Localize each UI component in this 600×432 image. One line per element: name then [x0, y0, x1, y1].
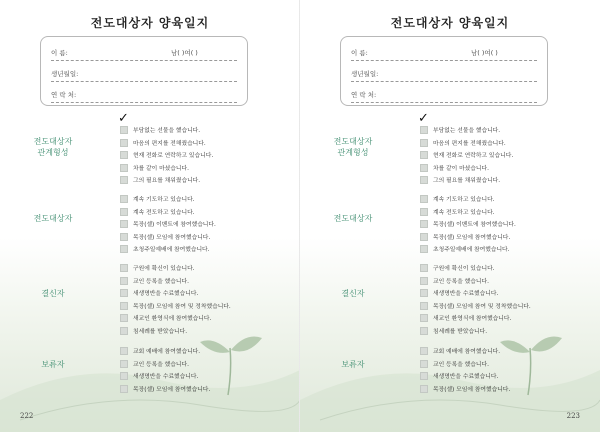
- checkbox[interactable]: [420, 245, 428, 253]
- checklist-item-label: 새교인 환영식에 참여했습니다.: [433, 316, 512, 322]
- checkbox[interactable]: [420, 314, 428, 322]
- checkbox[interactable]: [120, 302, 128, 310]
- checklist-item-label: 목장(셀) 모임에 참여 및 정착했습니다.: [133, 303, 231, 310]
- birthdate-label: 생년월일:: [351, 70, 379, 78]
- section-label: 전도대상자 관계형성: [33, 137, 73, 157]
- contact-label: 연 락 처:: [51, 91, 77, 99]
- checklist-item-label: 교인 등록을 했습니다.: [433, 361, 489, 368]
- checklist-item-label: 침세례를 받았습니다.: [433, 328, 488, 335]
- checkbox[interactable]: [420, 277, 428, 285]
- contact-label: 연 락 처:: [351, 91, 377, 99]
- checklist-item-label: 부담없는 선물을 했습니다.: [433, 128, 501, 134]
- check-mark-icon: ✓: [118, 111, 129, 126]
- page-number: 222: [20, 412, 34, 420]
- personal-info-form: [40, 36, 248, 106]
- birthdate-label: 생년월일:: [51, 70, 79, 78]
- checklist-item-label: 그의 필요를 채워줬습니다.: [433, 178, 501, 184]
- checklist-item-label: 구원에 확신이 있습니다.: [133, 266, 195, 272]
- checkbox[interactable]: [420, 372, 428, 380]
- checkbox[interactable]: [420, 360, 428, 368]
- checkbox[interactable]: [120, 220, 128, 228]
- checklist-item-label: 구원에 확신이 있습니다.: [433, 266, 495, 272]
- checklist-item-label: 교회 예배에 참여했습니다.: [133, 349, 201, 355]
- checklist-item-label: 계속 기도하고 있습니다.: [133, 197, 195, 203]
- checkbox[interactable]: [120, 245, 128, 253]
- checkbox[interactable]: [120, 139, 128, 147]
- checkbox[interactable]: [120, 126, 128, 134]
- section-label: 결신자: [41, 289, 65, 298]
- checklist-item-label: 초청주일예배에 참여했습니다.: [133, 247, 210, 253]
- checklist-item-label: 차를 같이 마셨습니다.: [133, 165, 189, 172]
- checkbox[interactable]: [420, 208, 428, 216]
- page-title: 전도대상자 양육일지: [90, 16, 210, 30]
- personal-info-form: [340, 36, 548, 106]
- checkbox[interactable]: [120, 195, 128, 203]
- checklist-item-label: 목장(셀) 모임에 참여했습니다.: [433, 234, 511, 241]
- section-label: 결신자: [341, 289, 365, 298]
- gender-field: 남( )여( ): [171, 49, 198, 57]
- checkbox[interactable]: [420, 220, 428, 228]
- checklist-item-label: 현재 전화로 연락하고 있습니다.: [133, 153, 214, 159]
- contact-row: [351, 85, 537, 103]
- checkbox[interactable]: [120, 208, 128, 216]
- checkbox[interactable]: [420, 347, 428, 355]
- check-mark-icon: ✓: [418, 111, 429, 126]
- checklist-item-label: 목장(셀) 이벤트에 참여했습니다.: [433, 222, 516, 228]
- checkbox[interactable]: [420, 139, 428, 147]
- page-number: 223: [566, 412, 580, 420]
- checklist-item-label: 새생명반을 수료했습니다.: [133, 291, 199, 297]
- checkbox[interactable]: [420, 385, 428, 393]
- birthdate-row: [351, 64, 537, 82]
- checkbox[interactable]: [120, 385, 128, 393]
- checklist-item-label: 마음의 편지를 전해줬습니다.: [433, 140, 506, 147]
- checkbox[interactable]: [420, 195, 428, 203]
- checklist-item-label: 새생명반을 수료했습니다.: [433, 291, 499, 297]
- checklist-item-label: 새생명반을 수료했습니다.: [433, 374, 499, 380]
- checkbox[interactable]: [120, 372, 128, 380]
- checklist-item-label: 목장(셀) 모임에 참여했습니다.: [133, 234, 211, 241]
- name-label: 이 름:: [51, 49, 68, 57]
- checklist-item-label: 마음의 편지를 전해줬습니다.: [133, 140, 206, 147]
- checkbox[interactable]: [120, 264, 128, 272]
- checklist-item-label: 현재 전화로 연락하고 있습니다.: [433, 153, 514, 159]
- section-label: 전도대상자: [33, 214, 73, 223]
- checkbox[interactable]: [120, 277, 128, 285]
- checklist-item-label: 목장(셀) 모임에 참여했습니다.: [133, 386, 211, 393]
- checklist-item-label: 계속 전도하고 있습니다.: [433, 209, 495, 216]
- section-label: 전도대상자 관계형성: [333, 137, 373, 157]
- checkbox[interactable]: [120, 347, 128, 355]
- page-title: 전도대상자 양육일지: [390, 16, 510, 30]
- section-label: 보류자: [341, 360, 365, 369]
- section-label: 보류자: [41, 360, 65, 369]
- checkbox[interactable]: [420, 327, 428, 335]
- checkbox[interactable]: [120, 327, 128, 335]
- checklist-item-label: 부담없는 선물을 했습니다.: [133, 128, 201, 134]
- checklist-item-label: 목장(셀) 모임에 참여했습니다.: [433, 386, 511, 393]
- checkbox[interactable]: [420, 302, 428, 310]
- checkbox[interactable]: [420, 176, 428, 184]
- checklist-item-label: 계속 기도하고 있습니다.: [433, 197, 495, 203]
- checkbox[interactable]: [120, 360, 128, 368]
- contact-row: [51, 85, 237, 103]
- checklist-item-label: 침세례를 받았습니다.: [133, 328, 188, 335]
- checkbox[interactable]: [420, 264, 428, 272]
- name-label: 이 름:: [351, 49, 368, 57]
- checklist-item-label: 교인 등록을 했습니다.: [433, 278, 489, 285]
- checkbox[interactable]: [420, 126, 428, 134]
- checkbox[interactable]: [420, 164, 428, 172]
- checklist-item-label: 목장(셀) 이벤트에 참여했습니다.: [133, 222, 216, 228]
- name-row: [351, 43, 537, 61]
- checkbox[interactable]: [120, 314, 128, 322]
- checkbox[interactable]: [120, 176, 128, 184]
- right-page: [300, 0, 600, 432]
- checklist-item-label: 새생명반을 수료했습니다.: [133, 374, 199, 380]
- checkbox[interactable]: [120, 289, 128, 297]
- checkbox[interactable]: [120, 164, 128, 172]
- checklist-item-label: 초청주일예배에 참여했습니다.: [433, 247, 510, 253]
- checkbox[interactable]: [120, 151, 128, 159]
- checkbox[interactable]: [420, 233, 428, 241]
- checklist-item-label: 교인 등록을 했습니다.: [133, 278, 189, 285]
- checklist-item-label: 목장(셀) 모임에 참여 및 정착했습니다.: [433, 303, 531, 310]
- section-label: 전도대상자: [333, 214, 373, 223]
- checklist-item-label: 그의 필요를 채워줬습니다.: [133, 178, 201, 184]
- gender-field: 남( )여( ): [471, 49, 498, 57]
- birthdate-row: [51, 64, 237, 82]
- checklist-item-label: 교회 예배에 참여했습니다.: [433, 349, 501, 355]
- checklist-item-label: 차를 같이 마셨습니다.: [433, 165, 489, 172]
- name-row: [51, 43, 237, 61]
- checklist-item-label: 새교인 환영식에 참여했습니다.: [133, 316, 212, 322]
- checkbox[interactable]: [420, 289, 428, 297]
- checkbox[interactable]: [120, 233, 128, 241]
- checkbox[interactable]: [420, 151, 428, 159]
- checklist-item-label: 교인 등록을 했습니다.: [133, 361, 189, 368]
- checklist-item-label: 계속 전도하고 있습니다.: [133, 209, 195, 216]
